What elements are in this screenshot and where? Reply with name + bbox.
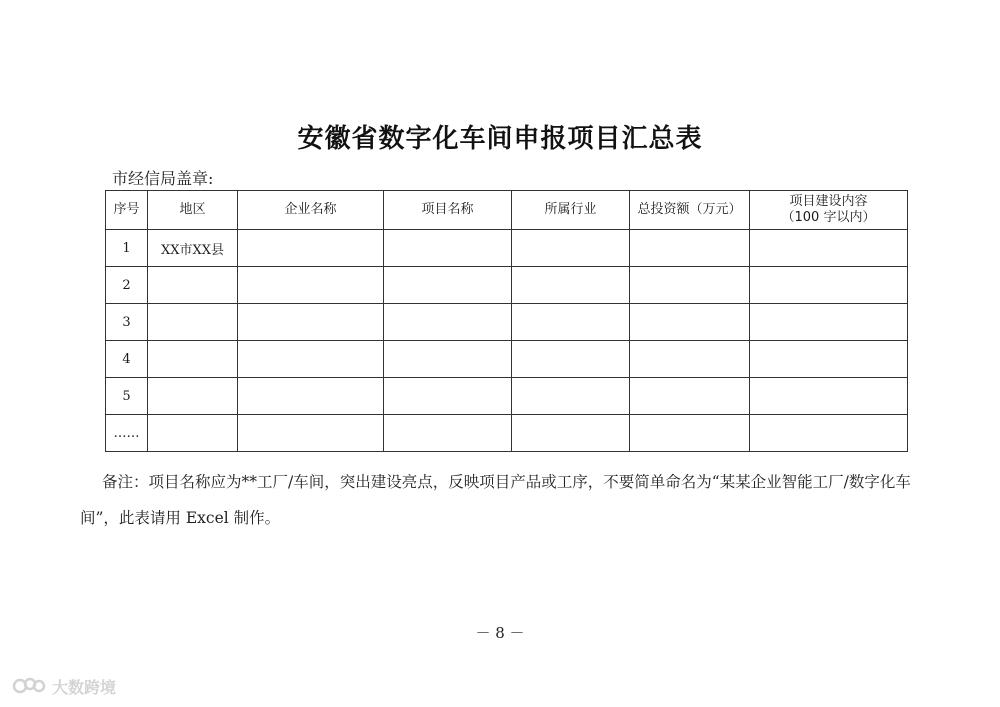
watermark-text: 大数跨境	[52, 677, 117, 697]
seal-label: 市经信局盖章:	[112, 169, 214, 188]
watermark-logo-icon	[12, 674, 46, 698]
cell-industry	[512, 341, 630, 378]
header-index: 序号	[106, 191, 148, 230]
watermark	[12, 674, 116, 698]
cell-region: XX市XX县	[148, 230, 238, 267]
cell-total-investment	[630, 341, 750, 378]
header-industry: 所属行业	[512, 191, 630, 230]
header-total-investment: 总投资额（万元）	[630, 191, 750, 230]
cell-total-investment	[630, 267, 750, 304]
cell-project-name	[384, 378, 512, 415]
cell-region	[148, 378, 238, 415]
cell-region	[148, 267, 238, 304]
cell-index: 2	[106, 267, 148, 304]
cell-index: ……	[106, 415, 148, 452]
table-row	[106, 415, 908, 452]
header-project-name: 项目名称	[384, 191, 512, 230]
page-number: － 8 －	[475, 624, 525, 642]
summary-table	[105, 190, 908, 452]
cell-company-name	[238, 267, 384, 304]
cell-company-name	[238, 341, 384, 378]
cell-index: 5	[106, 378, 148, 415]
table-row	[106, 267, 908, 304]
cell-index: 4	[106, 341, 148, 378]
cell-project-name	[384, 415, 512, 452]
cell-construction-content	[750, 415, 908, 452]
cell-company-name	[238, 230, 384, 267]
cell-region	[148, 415, 238, 452]
header-region: 地区	[148, 191, 238, 230]
cell-industry	[512, 415, 630, 452]
cell-industry	[512, 267, 630, 304]
cell-index: 3	[106, 304, 148, 341]
cell-total-investment	[630, 304, 750, 341]
cell-region	[148, 304, 238, 341]
cell-construction-content	[750, 230, 908, 267]
footnote: 备注：项目名称应为**工厂/车间，突出建设亮点，反映项目产品或工序，不要简单命名为“某某企业智能工厂/数字化车间”，此表请用 Excel 制作。	[80, 473, 911, 527]
cell-project-name	[384, 267, 512, 304]
header-company-name: 企业名称	[238, 191, 384, 230]
cell-company-name	[238, 378, 384, 415]
table-row	[106, 341, 908, 378]
cell-region	[148, 341, 238, 378]
cell-construction-content	[750, 378, 908, 415]
cell-company-name	[238, 415, 384, 452]
page-title: 安徽省数字化车间申报项目汇总表	[297, 124, 703, 154]
cell-project-name	[384, 230, 512, 267]
cell-construction-content	[750, 304, 908, 341]
cell-construction-content	[750, 267, 908, 304]
table-row	[106, 304, 908, 341]
table-header-row	[106, 191, 908, 230]
cell-total-investment	[630, 378, 750, 415]
cell-total-investment	[630, 230, 750, 267]
cell-project-name	[384, 304, 512, 341]
cell-industry	[512, 304, 630, 341]
table-row	[106, 230, 908, 267]
cell-company-name	[238, 304, 384, 341]
cell-index: 1	[106, 230, 148, 267]
cell-industry	[512, 378, 630, 415]
table-row	[106, 378, 908, 415]
cell-project-name	[384, 341, 512, 378]
cell-construction-content	[750, 341, 908, 378]
cell-total-investment	[630, 415, 750, 452]
cell-industry	[512, 230, 630, 267]
header-construction-content: 项目建设内容 （100 字以内）	[750, 191, 908, 230]
